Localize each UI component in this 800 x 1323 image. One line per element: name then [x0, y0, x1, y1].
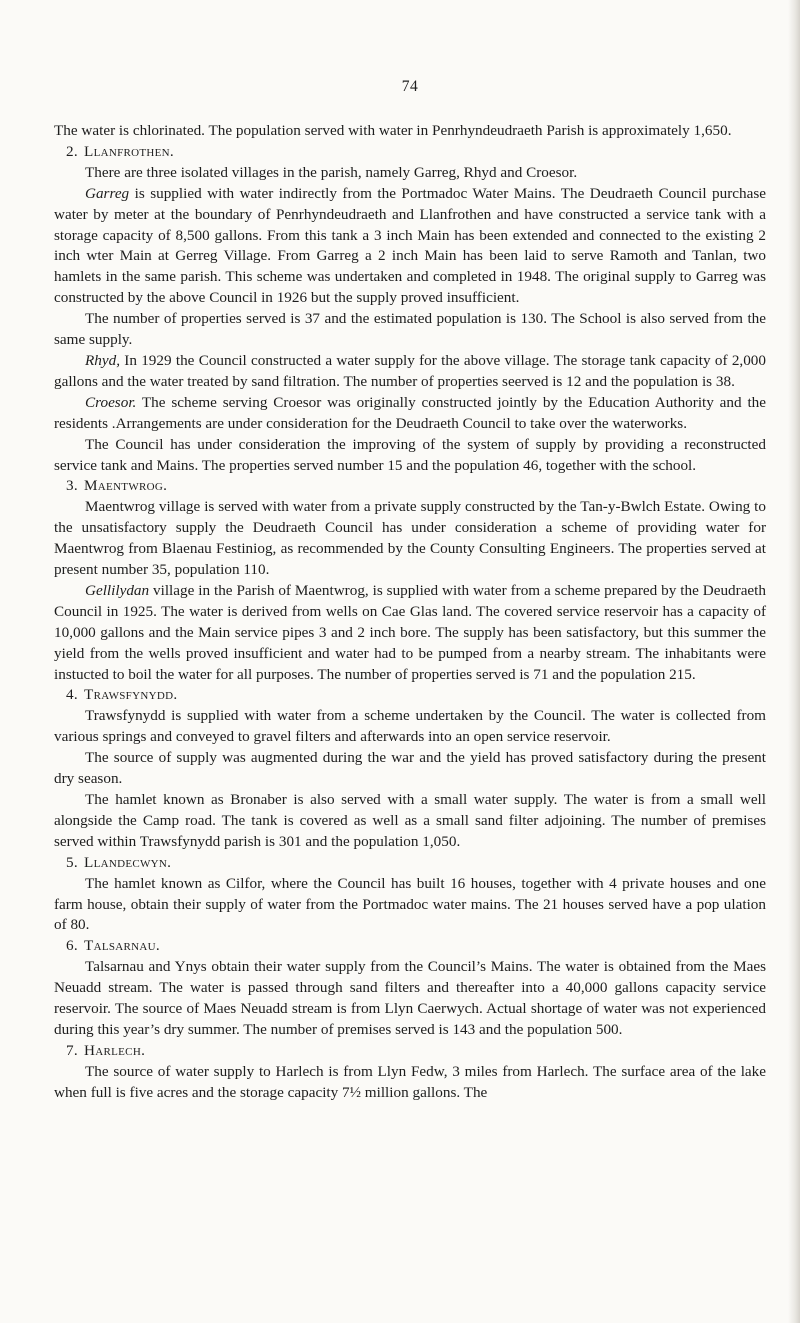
section-title: Talsarnau. [84, 937, 160, 955]
section-number: 4. [66, 686, 78, 704]
paragraph [54, 121, 766, 142]
paragraph [54, 748, 766, 790]
paragraph-lead: Garreg [85, 184, 130, 202]
paragraph-text: The hamlet known as Cilfor, where the Council has built 16 houses, together with 4 private houses and one farm house, obtain their supply of water from the Portmadoc water mains. The 21 houses served have a pop ulation of 80. [54, 874, 766, 934]
paragraph-text: The water is chlorinated. The population served with water in Penrhyndeudraeth Parish is approximately 1,650. [54, 122, 732, 139]
page-number: 74 [401, 78, 419, 95]
paragraph [54, 790, 766, 853]
paragraph-text: The source of water supply to Harlech is from Llyn Fedw, 3 miles from Harlech. The surface area of the lake when full is five acres and the storage capacity 7½ million gallons. The [54, 1062, 766, 1101]
paragraph [54, 957, 766, 1041]
section-number: 7. [66, 1041, 78, 1059]
paragraph [54, 184, 766, 309]
paragraph [54, 393, 766, 435]
paragraph [54, 309, 766, 351]
paragraph [54, 1062, 766, 1104]
section-heading [54, 685, 766, 706]
paragraph [54, 581, 766, 686]
paragraph-text: In 1929 the Council constructed a water supply for the above village. The storage tank capacity of 2,000 gallons and the water treated by sand filtration. The number of properties seerved is 12 and the population is 38. [54, 351, 766, 390]
paragraph-text: The hamlet known as Bronaber is also served with a small water supply. The water is from a small well alongside the Camp road. The tank is covered as well as a small sand filter adjoining. The number of premises served within Trawsfynydd parish is 301 and the population 1,050. [54, 791, 766, 850]
paragraph-text: Maentwrog village is served with water from a private supply constructed by the Tan-y-Bwlch Estate. Owing to the unsatisfactory supply the Deudraeth Council has under consideration a scheme of providing water for Maentwrog from Blaenau Festiniog, as recommended by the County Consulting Engineers. The properties served at present number 35, population 110. [54, 498, 766, 579]
paragraph [54, 874, 766, 937]
section-title: Llanfrothen. [84, 142, 175, 160]
paragraph-text: The Council has under consideration the improving of the system of supply by providing a reconstructed service tank and Mains. The properties served number 15 and the population 46, together with the school. [54, 435, 766, 474]
section-title: Llandecwyn. [84, 853, 172, 871]
section-heading [54, 936, 766, 957]
paragraph-text: Trawsfynydd is supplied with water from a scheme undertaken by the Council. The water is collected from various springs and conveyed to gravel filters and afterwards into an open service reservoir. [54, 707, 766, 746]
section-heading [54, 476, 766, 497]
paragraph-text: The number of properties served is 37 and the estimated population is 130. The School is also served from the same supply. [54, 310, 766, 349]
page-edge-shadow [788, 0, 800, 1323]
paragraph [54, 435, 766, 477]
section-number: 2. [66, 142, 78, 160]
section-title: Maentwrog. [84, 477, 168, 495]
document-body [54, 121, 766, 1104]
section-number: 3. [66, 477, 78, 495]
paragraph-text: The source of supply was augmented during the war and the yield has proved satisfactory during the present dry season. [54, 749, 766, 788]
paragraph-text: Talsarnau and Ynys obtain their water supply from the Council’s Mains. The water is obtained from the Maes Neuadd stream. The water is passed through sand filters and thereafter into a 40,000 gallons capacity service reservoir. The source of Maes Neuadd stream is from Llyn Caerwych. Actual shortage of water was not experienced during this year’s dry summer. The number of premises served is 143 and the population 500. [54, 958, 766, 1038]
paragraph-text: There are three isolated villages in the parish, namely Garreg, Rhyd and Croesor. [85, 163, 578, 181]
section-number: 6. [66, 937, 78, 955]
paragraph-text: The scheme serving Croesor was originally constructed jointly by the Education Authority and the residents .Arrangements are under consideration for the Deudraeth Council to take over the waterworks. [54, 393, 766, 432]
paragraph [54, 351, 766, 393]
document-page [54, 78, 766, 1104]
section-heading [54, 1041, 766, 1062]
section-heading [54, 853, 766, 874]
paragraph-lead: Gellilydan [85, 581, 150, 599]
paragraph [54, 706, 766, 748]
paragraph [54, 163, 766, 184]
paragraph-text: village in the Parish of Maentwrog, is supplied with water from a scheme prepared by the Deudraeth Council in 1925. The water is derived from wells on Cae Glas land. The covered service reservoir has a capacity of 10,000 gallons and the Main service pipes 3 and 2 inch bore. The supply has been satisfactory, but this summer the yield from the wells proved insufficient and water had to be pumped from a nearby stream. The inhabitants were instucted to boil the water for all purposes. The number of properties served is 71 and the population 215. [54, 581, 766, 683]
section-heading [54, 142, 766, 163]
section-title: Harlech. [84, 1041, 146, 1059]
paragraph-lead: Croesor. [85, 393, 137, 411]
paragraph-text: is supplied with water indirectly from the Portmadoc Water Mains. The Deudraeth Council purchase water by meter at the boundary of Penrhyndeudraeth and Llanfrothen and have constructed a service tank with a storage capacity of 8,500 gallons. From this tank a 3 inch Main has been extended and connected to the existing 2 inch wter Main at Gerreg Village. From Garreg a 2 inch Main has been laid to serve Ramoth and Tanlan, two hamlets in the same parish. This scheme was undertaken and completed in 1948. The original supply to Garreg was constructed by the above Council in 1926 but the supply proved insufficient. [54, 184, 766, 307]
paragraph [54, 497, 766, 581]
paragraph-lead: Rhyd, [85, 351, 121, 369]
section-number: 5. [66, 853, 78, 871]
section-title: Trawsfynydd. [84, 686, 178, 704]
